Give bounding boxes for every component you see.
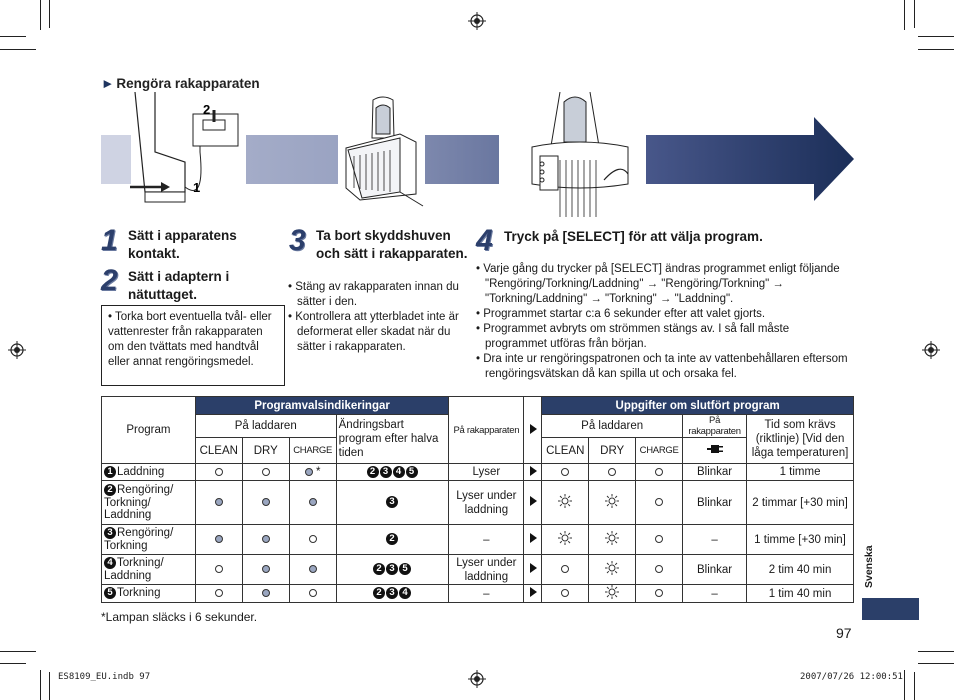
- completed-charge-lamp-cell: [636, 464, 683, 481]
- unlit-lamp-icon: [309, 535, 317, 543]
- section-title-text: Rengöra rakapparaten: [116, 76, 260, 91]
- crop-mark: [40, 0, 41, 30]
- col-charge: CHARGE: [636, 438, 683, 464]
- col-header-shaver: På rakapparaten: [449, 397, 524, 464]
- shaver-status-cell: –: [449, 525, 524, 555]
- plug-icon: [707, 444, 723, 454]
- svg-text:1: 1: [193, 180, 201, 195]
- step-title: Ta bort skyddshuven och sätt i rakapparaten.: [316, 228, 468, 261]
- completed-dry-lamp-cell: [589, 585, 636, 603]
- time-required-cell: 1 tim 40 min: [747, 585, 854, 603]
- arrow-cell: [524, 481, 542, 525]
- unlit-lamp-icon: [561, 565, 569, 573]
- lit-lamp-icon: [309, 498, 317, 506]
- program-number-badge: 3: [386, 563, 398, 575]
- clean-lamp-cell: [195, 481, 242, 525]
- arrow-cell: [524, 555, 542, 585]
- progress-band-segment: [425, 135, 499, 184]
- col-header-on-charger: På laddaren: [195, 415, 336, 438]
- program-name: Torkning/ Laddning: [104, 557, 164, 582]
- arrow-cell: [524, 397, 542, 464]
- dry-lamp-cell: [242, 555, 289, 585]
- shaver-status-cell: Lyser under laddning: [449, 555, 524, 585]
- program-number-badge: 1: [104, 466, 116, 478]
- lit-lamp-icon: [309, 565, 317, 573]
- col-dry: DRY: [589, 438, 636, 464]
- program-number-badge: 4: [104, 557, 116, 569]
- col-dry: DRY: [242, 438, 289, 464]
- completed-charge-lamp-cell: [636, 585, 683, 603]
- blinking-lamp-icon: [558, 494, 572, 508]
- program-name: Laddning: [117, 466, 165, 479]
- program-number-badge: 2: [104, 484, 116, 496]
- time-required-cell: 2 timmar [+30 min]: [747, 481, 854, 525]
- lit-lamp-icon: [215, 498, 223, 506]
- program-number-badge: 3: [386, 587, 398, 599]
- program-number-badge: 5: [104, 587, 116, 599]
- completed-shaver-status-cell: –: [683, 525, 747, 555]
- header-completed: Uppgifter om slutfört program: [542, 397, 854, 415]
- program-name-cell: [102, 585, 196, 603]
- crop-mark: [49, 0, 50, 28]
- completed-dry-lamp-cell: [589, 555, 636, 585]
- blinking-lamp-icon: [605, 494, 619, 508]
- program-number-badge: 3: [380, 466, 392, 478]
- step3-bullets: [288, 280, 466, 355]
- time-required-cell: 1 timme: [747, 464, 854, 481]
- unlit-lamp-icon: [262, 468, 270, 476]
- time-required-cell: 1 timme [+30 min]: [747, 525, 854, 555]
- lit-lamp-icon: [262, 498, 270, 506]
- dry-lamp-cell: [242, 481, 289, 525]
- program-name-cell: [102, 481, 196, 525]
- bullet-item: • Dra inte ur rengöringspatronen och ta inte av vattenbehållaren eftersom rengöringsvätskan då kan spilla ut och orsaka fel.: [476, 353, 848, 380]
- registration-mark-icon: [468, 670, 486, 688]
- dry-lamp-cell: [242, 585, 289, 603]
- crop-mark: [40, 670, 41, 700]
- svg-text:2: 2: [203, 102, 211, 117]
- completed-shaver-status-cell: Blinkar: [683, 464, 747, 481]
- col-header-shaver: På rakapparaten: [683, 415, 747, 438]
- bullet-item: • Programmet startar c:a 6 sekunder efter att valet gjorts.: [476, 308, 766, 320]
- page-number: 97: [836, 625, 852, 641]
- shaver-insert-illustration: [338, 96, 428, 210]
- arrow-cell: [524, 585, 542, 603]
- unlit-lamp-icon: [309, 589, 317, 597]
- footnote: *Lampan släcks i 6 sekunder.: [101, 610, 258, 624]
- registration-mark-icon: [8, 341, 26, 359]
- lit-lamp-icon: [262, 565, 270, 573]
- col-header-changeable: Ändringsbart program efter halva tiden: [336, 415, 449, 464]
- charge-lamp-cell: [289, 464, 336, 481]
- unlit-lamp-icon: [215, 565, 223, 573]
- arrow-right-icon: [527, 465, 539, 477]
- program-number-badge: 3: [386, 496, 398, 508]
- crop-mark: [49, 672, 50, 700]
- language-tab-label: [857, 545, 887, 594]
- table-row: [102, 464, 854, 481]
- completed-charge-lamp-cell: [636, 555, 683, 585]
- bullet-item: • Stäng av rakapparaten innan du sätter i den.: [288, 281, 459, 308]
- step-number: 3: [289, 224, 306, 257]
- completed-shaver-status-cell: –: [683, 585, 747, 603]
- select-button-illustration: [520, 92, 640, 218]
- changeable-program-cell: [336, 481, 449, 525]
- table-row: [102, 525, 854, 555]
- crop-mark: [914, 0, 915, 28]
- arrow-right-icon: [527, 562, 539, 574]
- unlit-lamp-icon: [561, 589, 569, 597]
- slug-date: 2007/07/26 12:00:51: [800, 672, 903, 682]
- charge-lamp-cell: [289, 585, 336, 603]
- arrow-right-icon: [527, 423, 539, 435]
- bullet-item: • Kontrollera att ytterbladet inte är deformerat eller skadat när du sätter i rakapparaten.: [288, 311, 459, 353]
- charge-lamp-cell: [289, 525, 336, 555]
- program-table: [101, 396, 854, 603]
- col-clean: CLEAN: [542, 438, 589, 464]
- lit-lamp-icon: [262, 589, 270, 597]
- program-name: Torkning: [117, 587, 161, 600]
- col-header-program: Program: [102, 397, 196, 464]
- bullet-item: • Varje gång du trycker på [SELECT] ändras programmet enligt följande "Rengöring/Torkning/Laddning" → "Rengöring/Torkning" → "Torkning/Laddning" → "Torkning" → "Laddning".: [476, 263, 840, 305]
- program-name-cell: [102, 464, 196, 481]
- time-required-cell: 2 tim 40 min: [747, 555, 854, 585]
- completed-clean-lamp-cell: [542, 585, 589, 603]
- clean-lamp-cell: [195, 585, 242, 603]
- unlit-lamp-icon: [655, 589, 663, 597]
- crop-mark: [918, 36, 954, 37]
- program-number-badge: 2: [373, 563, 385, 575]
- col-header-time: Tid som krävs (riktlinje) [Vid den låga temperaturen]: [747, 415, 854, 464]
- program-name: Rengöring/ Torkning: [104, 527, 174, 552]
- program-number-badge: 2: [386, 533, 398, 545]
- program-number-badge: 5: [399, 563, 411, 575]
- language-tab-text: Svenska: [863, 545, 875, 588]
- crop-mark: [0, 651, 36, 652]
- section-title: [101, 76, 260, 91]
- step-number: 2: [101, 264, 118, 297]
- shaver-status-cell: –: [449, 585, 524, 603]
- registration-mark-icon: [468, 12, 486, 30]
- program-number-badge: 4: [393, 466, 405, 478]
- bullet-item: • Programmet avbryts om strömmen stängs av. I så fall måste programmet utföras från början.: [476, 323, 790, 350]
- completed-clean-lamp-cell: [542, 481, 589, 525]
- arrow-cell: [524, 464, 542, 481]
- blinking-lamp-icon: [605, 531, 619, 545]
- changeable-program-cell: [336, 525, 449, 555]
- shaver-status-cell: Lyser: [449, 464, 524, 481]
- slug-file: ES8109_EU.indb 97: [58, 672, 151, 682]
- program-name-cell: [102, 555, 196, 585]
- crop-mark: [904, 670, 905, 700]
- unlit-lamp-icon: [608, 468, 616, 476]
- col-clean: CLEAN: [195, 438, 242, 464]
- unlit-lamp-icon: [655, 565, 663, 573]
- clean-lamp-cell: [195, 525, 242, 555]
- step-title: Sätt i apparatens kontakt.: [128, 228, 237, 261]
- completed-shaver-status-cell: Blinkar: [683, 555, 747, 585]
- arrow-right-icon: [527, 586, 539, 598]
- lit-lamp-icon: [262, 535, 270, 543]
- completed-clean-lamp-cell: [542, 525, 589, 555]
- completed-dry-lamp-cell: [589, 481, 636, 525]
- unlit-lamp-icon: [655, 498, 663, 506]
- registration-mark-icon: [922, 341, 940, 359]
- table-row: [102, 585, 854, 603]
- asterisk: *: [316, 466, 321, 478]
- blinking-lamp-icon: [558, 531, 572, 545]
- step-title: Sätt i adaptern i nätuttaget.: [128, 269, 230, 302]
- completed-charge-lamp-cell: [636, 525, 683, 555]
- step4-bullets: [476, 262, 851, 382]
- crop-mark: [918, 49, 954, 50]
- arrow-right-icon: [527, 532, 539, 544]
- step-number: 4: [476, 224, 493, 257]
- charger-plug-illustration: [125, 92, 245, 212]
- completed-dry-lamp-cell: [589, 464, 636, 481]
- crop-mark: [918, 651, 954, 652]
- program-number-badge: 3: [104, 527, 116, 539]
- progress-arrow-icon: [646, 117, 856, 202]
- completed-shaver-status-cell: Blinkar: [683, 481, 747, 525]
- crop-mark: [904, 0, 905, 30]
- charge-lamp-cell: [289, 555, 336, 585]
- arrow-cell: [524, 525, 542, 555]
- progress-band-segment: [246, 135, 338, 184]
- unlit-lamp-icon: [215, 468, 223, 476]
- program-number-badge: 4: [399, 587, 411, 599]
- plug-cell: [683, 438, 747, 464]
- clean-lamp-cell: [195, 464, 242, 481]
- program-name: Rengöring/ Torkning/ Laddning: [104, 484, 174, 521]
- step-number: 1: [101, 224, 118, 257]
- blinking-lamp-icon: [605, 561, 619, 575]
- clean-lamp-cell: [195, 555, 242, 585]
- program-number-badge: 2: [367, 466, 379, 478]
- unlit-lamp-icon: [215, 589, 223, 597]
- crop-mark: [0, 36, 26, 37]
- completed-dry-lamp-cell: [589, 525, 636, 555]
- dry-lamp-cell: [242, 464, 289, 481]
- blinking-lamp-icon: [605, 585, 619, 599]
- charge-lamp-cell: [289, 481, 336, 525]
- triangle-right-icon: ►: [101, 76, 115, 91]
- table-row: [102, 481, 854, 525]
- completed-clean-lamp-cell: [542, 464, 589, 481]
- lit-lamp-icon: [215, 535, 223, 543]
- changeable-program-cell: [336, 585, 449, 603]
- header-indicators: Programvalsindikeringar: [195, 397, 449, 415]
- unlit-lamp-icon: [655, 535, 663, 543]
- lit-lamp-icon: [305, 468, 313, 476]
- col-charge: CHARGE: [289, 438, 336, 464]
- crop-mark: [918, 663, 954, 664]
- completed-charge-lamp-cell: [636, 481, 683, 525]
- dry-lamp-cell: [242, 525, 289, 555]
- shaver-status-cell: Lyser under laddning: [449, 481, 524, 525]
- arrow-right-icon: [527, 495, 539, 507]
- table-row: [102, 555, 854, 585]
- step-title: Tryck på [SELECT] för att välja program.: [504, 229, 763, 244]
- changeable-program-cell: [336, 464, 449, 481]
- col-header-on-charger: På laddaren: [542, 415, 683, 438]
- crop-mark: [0, 663, 26, 664]
- completed-clean-lamp-cell: [542, 555, 589, 585]
- crop-mark: [0, 49, 36, 50]
- step2-note: • Torka bort eventuella tvål- eller vattenrester från rakapparaten om den tvättats med handtvål eller annat rengöringsmedel.: [101, 305, 285, 386]
- program-name-cell: [102, 525, 196, 555]
- unlit-lamp-icon: [655, 468, 663, 476]
- language-tab: [862, 598, 919, 620]
- program-number-badge: 5: [406, 466, 418, 478]
- unlit-lamp-icon: [561, 468, 569, 476]
- program-number-badge: 2: [373, 587, 385, 599]
- crop-mark: [914, 672, 915, 700]
- changeable-program-cell: [336, 555, 449, 585]
